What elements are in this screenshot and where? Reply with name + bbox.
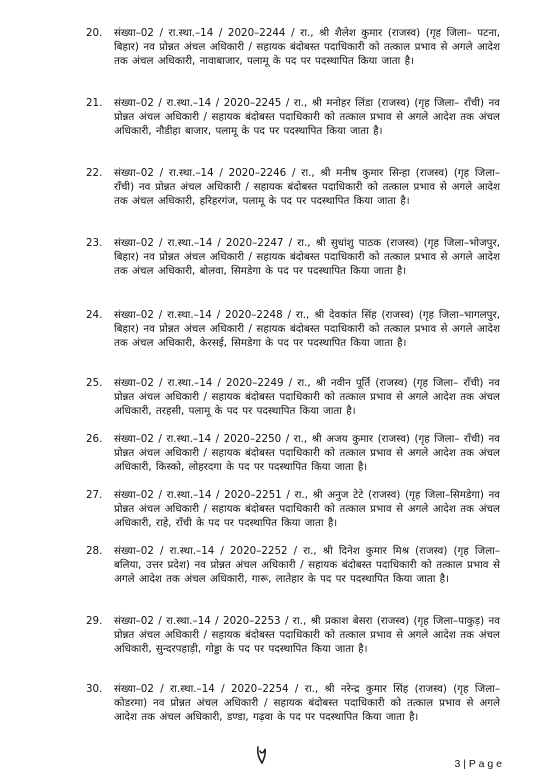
entry-number: 23. — [86, 237, 103, 249]
entry-text: संख्या–02 / रा.स्था.–14 / 2020–2244 / रा., श्री शैलेश कुमार (राजस्व) (गृह जिला– पटना, बिहार) नव प्रोन्नत अंचल अधिकारी / सहायक बंदोबस्त पदाधिकारी को तत्काल प्रभाव से अगले आदेश तक अंचल अधिकारी, नावाबाजार, पलामू के पद पर पदस्थापित किया जाता है। — [114, 27, 500, 67]
entry-number: 30. — [86, 683, 103, 695]
entry-text: संख्या–02 / रा.स्था.–14 / 2020–2245 / रा., श्री मनोहर लिंडा (राजस्व) (गृह जिला– राँची) नव प्रोन्नत अंचल अधिकारी / सहायक बंदोबस्त पदाधिकारी को तत्काल प्रभाव से अगले आदेश तक अंचल अधिकारी, नौडीहा बाजार, पलामू के पद पर पदस्थापित किया जाता है। — [114, 97, 500, 137]
order-entry — [86, 96, 500, 166]
entry-number: 29. — [86, 615, 103, 627]
entry-text: संख्या–02 / रा.स्था.–14 / 2020–2249 / रा., श्री नवीन पूर्ति (राजस्व) (गृह जिला– राँची) नव प्रोन्नत अंचल अधिकारी / सहायक बंदोबस्त पदाधिकारी को तत्काल प्रभाव से अगले आदेश तक अंचल अधिकारी, तरहसी, पलामू के पद पर पदस्थापित किया जाता है। — [114, 377, 500, 417]
handwritten-initial-mark — [255, 744, 269, 766]
entry-text: संख्या–02 / रा.स्था.–14 / 2020–2253 / रा., श्री प्रकाश बेसरा (राजस्व) (गृह जिला–पाकुड़) नव प्रोन्नत अंचल अधिकारी / सहायक बंदोबस्त पदाधिकारी को तत्काल प्रभाव से अगले आदेश तक अंचल अधिकारी, सुन्दरपहाड़ी, गोड्डा के पद पर पदस्थापित किया जाता है। — [114, 615, 500, 655]
order-entry — [86, 488, 500, 544]
order-entry — [86, 236, 500, 308]
entry-number: 22. — [86, 167, 103, 179]
entry-text: संख्या–02 / रा.स्था.–14 / 2020–2254 / रा., श्री नरेन्द्र कुमार सिंह (राजस्व) (गृह जिला–कोडरमा) नव प्रोन्नत अंचल अधिकारी / सहायक बंदोबस्त पदाधिकारी को तत्काल प्रभाव से अगले आदेश तक अंचल अधिकारी, डण्डा, गढ़वा के पद पर पदस्थापित किया जाता है। — [114, 683, 500, 723]
entry-number: 25. — [86, 377, 103, 389]
entry-text: संख्या–02 / रा.स्था.–14 / 2020–2247 / रा., श्री सुधांशु पाठक (राजस्व) (गृह जिला–भोजपुर, बिहार) नव प्रोन्नत अंचल अधिकारी / सहायक बंदोबस्त पदाधिकारी को तत्काल प्रभाव से अगले आदेश तक अंचल अधिकारी, बोलवा, सिमडेगा के पद पर पदस्थापित किया जाता है। — [114, 237, 500, 277]
order-entries — [86, 26, 500, 738]
entry-number: 20. — [86, 27, 103, 39]
order-entry — [86, 26, 500, 96]
entry-text: संख्या–02 / रा.स्था.–14 / 2020–2251 / रा., श्री अनुज टेटे (राजस्व) (गृह जिला–सिमडेगा) नव प्रोन्नत अंचल अधिकारी / सहायक बंदोबस्त पदाधिकारी को तत्काल प्रभाव से अगले आदेश तक अंचल अधिकारी, राहे, राँची के पद पर पदस्थापित किया जाता है। — [114, 489, 500, 529]
order-entry — [86, 614, 500, 682]
entry-text: संख्या–02 / रा.स्था.–14 / 2020–2252 / रा., श्री दिनेश कुमार मिश्र (राजस्व) (गृह जिला–बलिया, उत्तर प्रदेश) नव प्रोन्नत अंचल अधिकारी / सहायक बंदोबस्त पदाधिकारी को तत्काल प्रभाव से अगले आदेश तक अंचल अधिकारी, गारू, लातेहार के पद पर पदस्थापित किया जाता है। — [114, 545, 500, 585]
entry-number: 21. — [86, 97, 103, 109]
order-entry — [86, 308, 500, 376]
entry-text: संख्या–02 / रा.स्था.–14 / 2020–2246 / रा., श्री मनीष कुमार सिन्हा (राजस्व) (गृह जिला–राँची) नव प्रोन्नत अंचल अधिकारी / सहायक बंदोबस्त पदाधिकारी को तत्काल प्रभाव से अगले आदेश तक अंचल अधिकारी, हरिहरगंज, पलामू के पद पर पदस्थापित किया जाता है। — [114, 167, 500, 207]
order-entry — [86, 432, 500, 488]
entry-text: संख्या–02 / रा.स्था.–14 / 2020–2248 / रा., श्री देवकांत सिंह (राजस्व) (गृह जिला–भागलपुर, बिहार) नव प्रोन्नत अंचल अधिकारी / सहायक बंदोबस्त पदाधिकारी को तत्काल प्रभाव से अगले आदेश तक अंचल अधिकारी, केरसई, सिमडेगा के पद पर पदस्थापित किया जाता है। — [114, 309, 500, 349]
entry-number: 28. — [86, 545, 103, 557]
entry-number: 26. — [86, 433, 103, 445]
entry-number: 27. — [86, 489, 103, 501]
entry-text: संख्या–02 / रा.स्था.–14 / 2020–2250 / रा., श्री अजय कुमार (राजस्व) (गृह जिला– राँची) नव प्रोन्नत अंचल अधिकारी / सहायक बंदोबस्त पदाधिकारी को तत्काल प्रभाव से अगले आदेश तक अंचल अधिकारी, किस्को, लोहरदगा के पद पर पदस्थापित किया जाता है। — [114, 433, 500, 473]
page-number: 3 | P a g e — [454, 758, 502, 770]
entry-number: 24. — [86, 309, 103, 321]
order-entry — [86, 166, 500, 236]
order-entry — [86, 376, 500, 432]
order-entry — [86, 682, 500, 738]
order-entry — [86, 544, 500, 614]
